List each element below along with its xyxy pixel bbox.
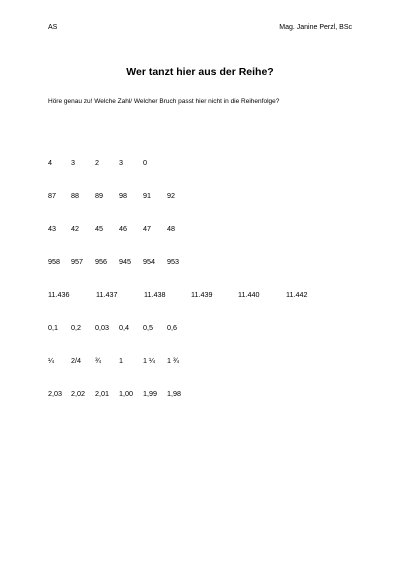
sequence-item: 2,01: [95, 389, 109, 398]
sequence-item: 46: [119, 224, 127, 233]
sequence-item: ¾: [95, 356, 101, 365]
sequence-item: 2,02: [71, 389, 85, 398]
sequence-row: [48, 224, 368, 236]
sequence-item: 3: [119, 158, 123, 167]
sequence-item: 11.439: [191, 290, 213, 299]
sequence-item: 2/4: [71, 356, 81, 365]
sequence-item: 1 ¼: [143, 356, 155, 365]
sequence-item: 11.438: [144, 290, 166, 299]
header-author-initials: AS: [48, 24, 58, 31]
sequence-item: 42: [71, 224, 79, 233]
sequence-item: 0: [143, 158, 147, 167]
sequence-item: 88: [71, 191, 79, 200]
instruction-text: Höre genau zu! Welche Zahl/ Welcher Bruch passt hier nicht in die Reihenfolge?: [48, 98, 280, 105]
sequence-row: [48, 389, 368, 401]
sequence-item: 4: [48, 158, 52, 167]
sequence-item: 945: [119, 257, 131, 266]
sequence-item: 1,99: [143, 389, 157, 398]
sequence-item: 0,6: [167, 323, 177, 332]
sequence-row: [48, 323, 368, 335]
sequence-item: 958: [48, 257, 60, 266]
sequence-row: [48, 191, 368, 203]
sequence-item: 2,03: [48, 389, 62, 398]
sequence-item: 953: [167, 257, 179, 266]
sequence-item: 91: [143, 191, 151, 200]
sequence-item: 11.440: [238, 290, 260, 299]
sequence-row: [48, 290, 368, 302]
sequence-item: 89: [95, 191, 103, 200]
sequence-item: 957: [71, 257, 83, 266]
sequence-item: 954: [143, 257, 155, 266]
sequence-item: 87: [48, 191, 56, 200]
sequence-item: 92: [167, 191, 175, 200]
sequence-row: [48, 158, 368, 170]
sequence-item: 1: [119, 356, 123, 365]
sequence-item: 11.436: [48, 290, 70, 299]
sequence-item: 11.442: [286, 290, 308, 299]
sequence-item: 47: [143, 224, 151, 233]
sequence-item: 98: [119, 191, 127, 200]
sequence-item: 1,98: [167, 389, 181, 398]
sequence-item: 43: [48, 224, 56, 233]
sequence-item: 2: [95, 158, 99, 167]
sequence-item: 0,1: [48, 323, 58, 332]
sequence-item: 0,2: [71, 323, 81, 332]
sequence-item: 0,4: [119, 323, 129, 332]
sequence-item: 1,00: [119, 389, 133, 398]
sequence-item: 45: [95, 224, 103, 233]
sequence-item: 3: [71, 158, 75, 167]
sequence-item: 1 ¾: [167, 356, 179, 365]
sequence-item: 956: [95, 257, 107, 266]
sequence-item: ¼: [48, 356, 54, 365]
page-title: Wer tanzt hier aus der Reihe?: [126, 66, 274, 78]
sequence-item: 11.437: [96, 290, 118, 299]
sequence-item: 48: [167, 224, 175, 233]
sequence-row: [48, 257, 368, 269]
header-author-name: Mag. Janine Perzl, BSc: [279, 24, 352, 31]
sequence-row: [48, 356, 368, 368]
sequence-item: 0,03: [95, 323, 109, 332]
sequence-item: 0,5: [143, 323, 153, 332]
